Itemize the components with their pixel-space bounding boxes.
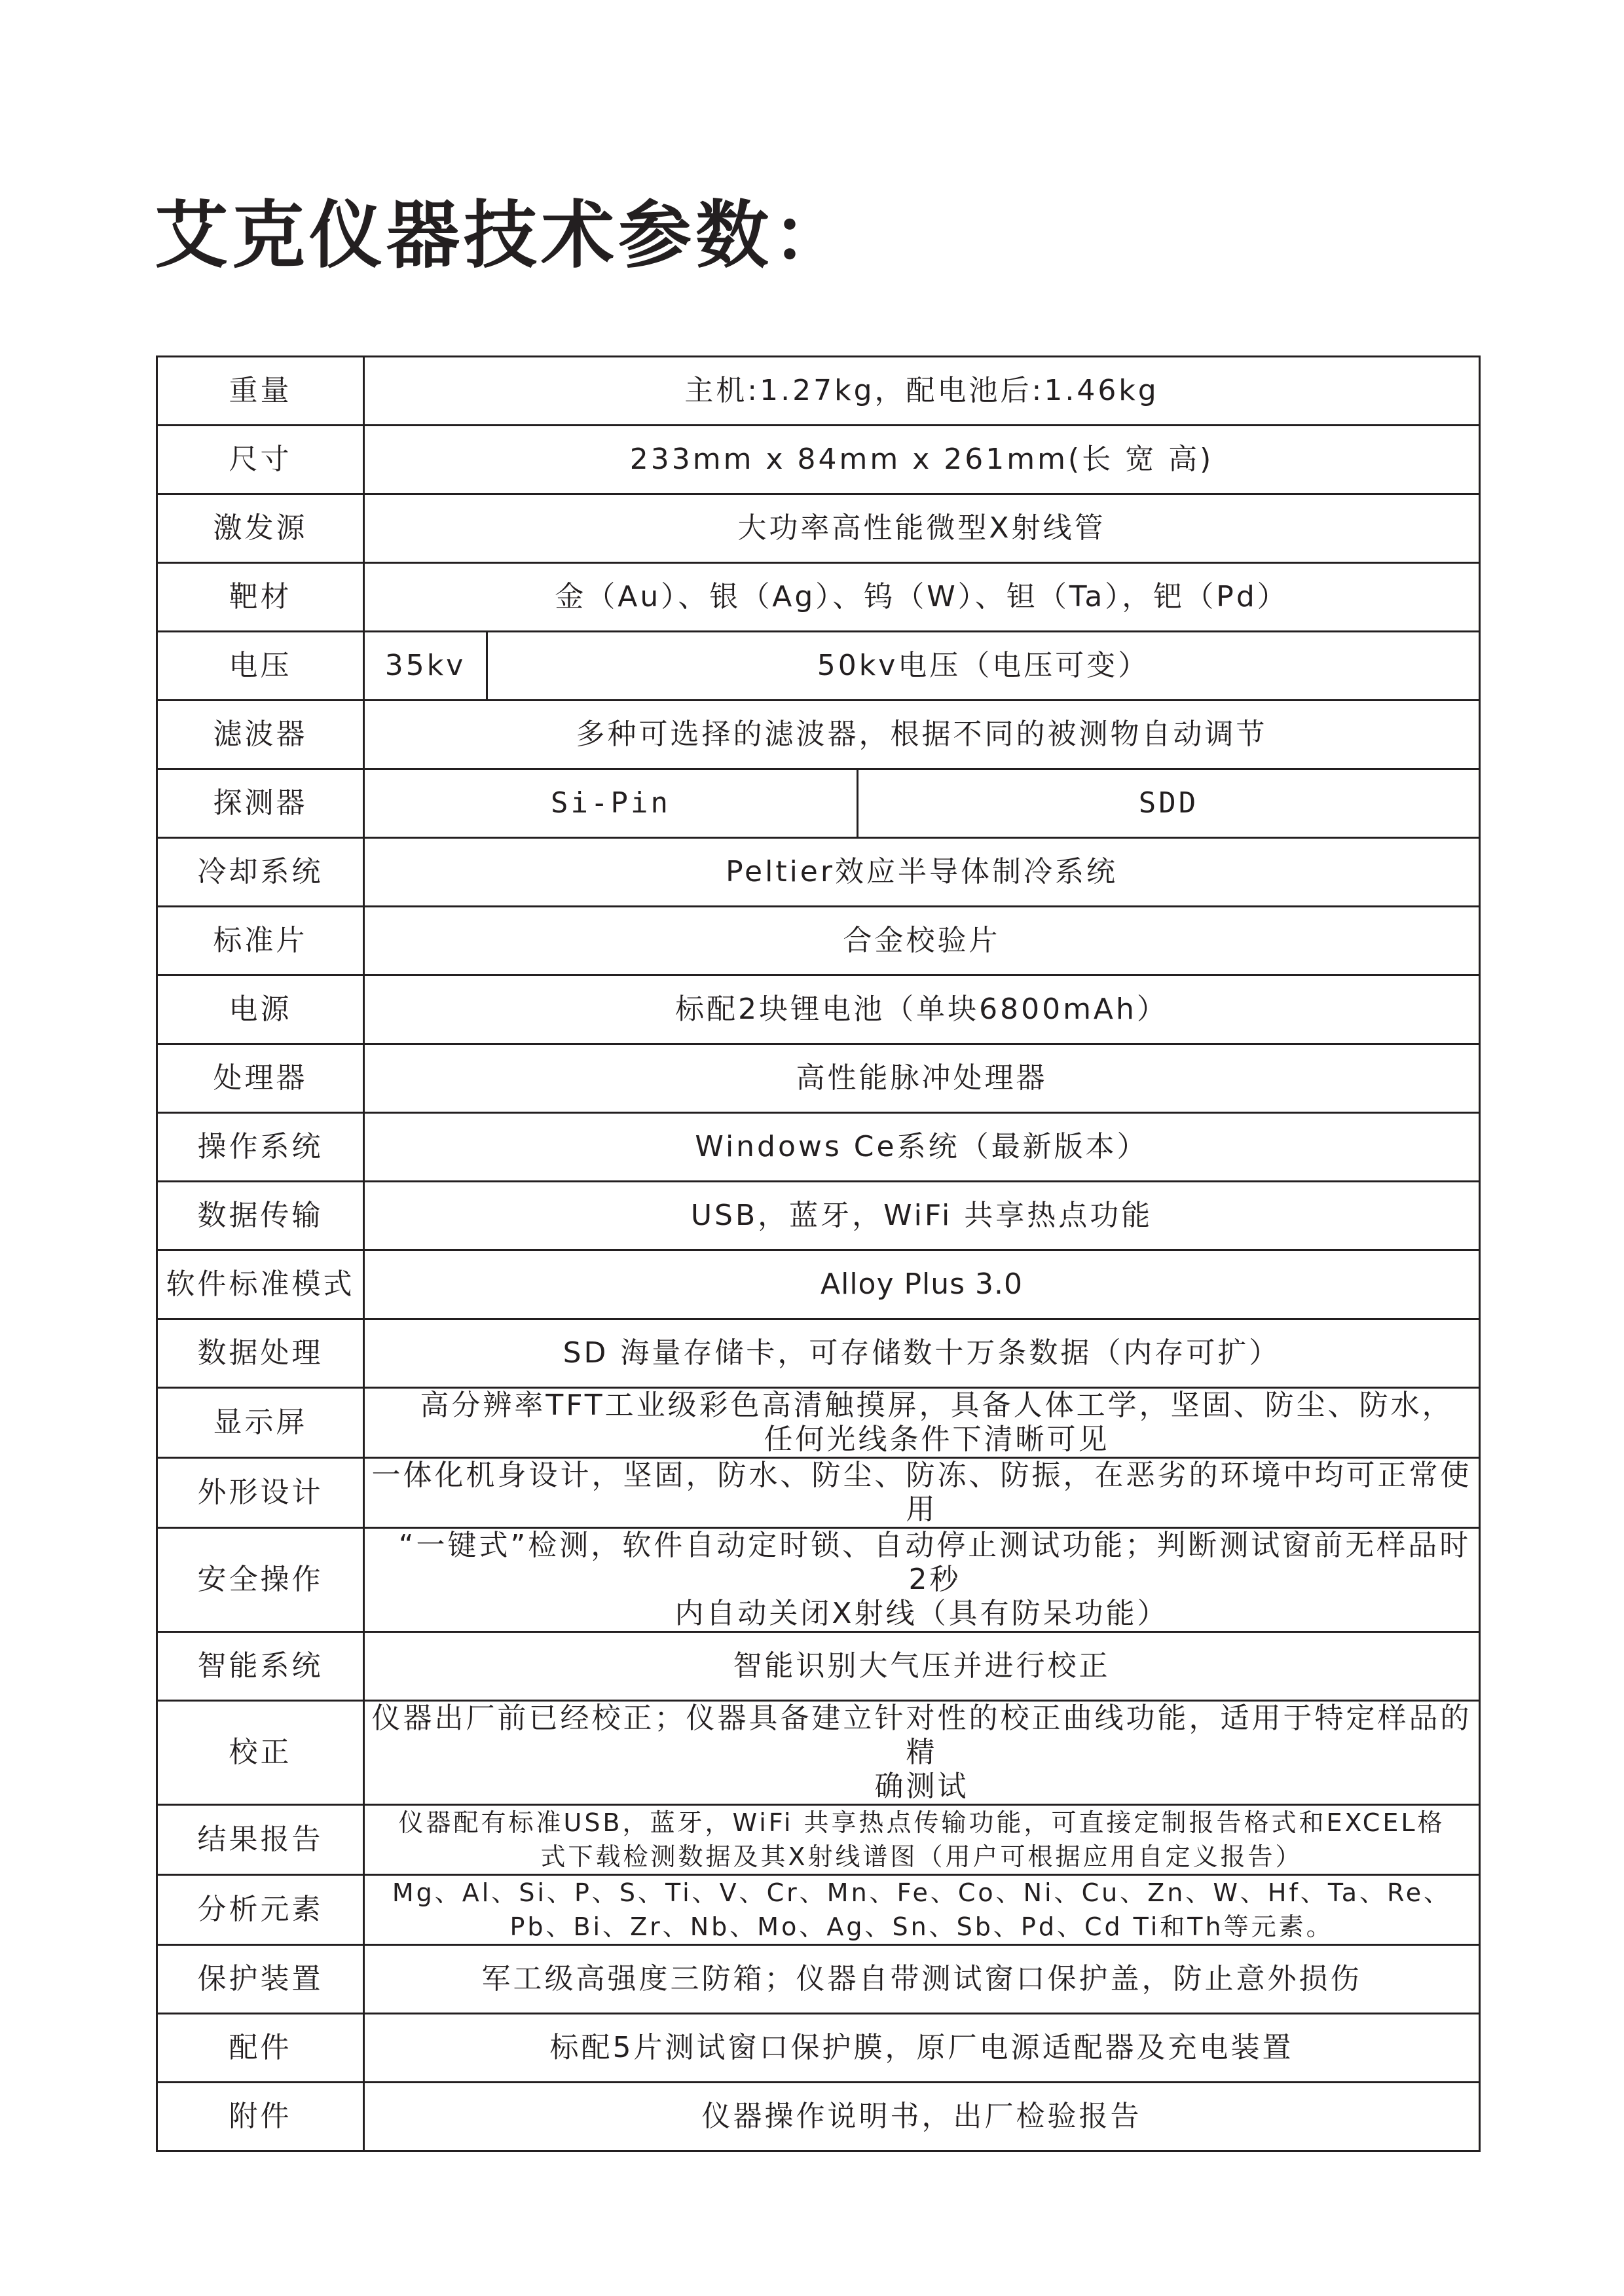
row-label: 尺寸 — [157, 426, 364, 494]
row-label: 外形设计 — [157, 1458, 364, 1528]
row-label: 保护装置 — [157, 1945, 364, 2014]
row-value: 合金校验片 — [364, 907, 1480, 975]
voltage-value-a: 35kv — [364, 632, 487, 701]
table-row — [157, 1945, 1480, 2014]
row-value: 大功率高性能微型X射线管 — [364, 494, 1480, 563]
row-label: 数据传输 — [157, 1182, 364, 1250]
row-value: 一体化机身设计，坚固，防水、防尘、防冻、防振，在恶劣的环境中均可正常使用 — [364, 1458, 1480, 1528]
row-value: 仪器操作说明书，出厂检验报告 — [364, 2083, 1480, 2151]
table-row — [157, 769, 1480, 838]
row-value-line: Pb、Bi、Zr、Nb、Mo、Ag、Sn、Sb、Pd、Cd Ti和Th等元素。 — [509, 1912, 1334, 1941]
table-row — [157, 563, 1480, 632]
row-value: 主机:1.27kg，配电池后:1.46kg — [364, 357, 1480, 426]
row-label: 显示屏 — [157, 1388, 364, 1458]
table-row — [157, 1701, 1480, 1805]
table-row — [157, 701, 1480, 769]
table-row — [157, 2083, 1480, 2151]
row-value-line: 式下载检测数据及其X射线谱图（用户可根据应用自定义报告） — [540, 1842, 1303, 1871]
table-row — [157, 1250, 1480, 1319]
table-row — [157, 1528, 1480, 1632]
table-row — [157, 1458, 1480, 1528]
spec-table — [156, 355, 1481, 2152]
page-title: 艾克仪器技术参数： — [155, 193, 850, 278]
row-value: 标配2块锂电池（单块6800mAh） — [364, 975, 1480, 1044]
detector-value-b: SDD — [858, 769, 1480, 838]
row-value-line: 内自动关闭X射线（具有防呆功能） — [674, 1597, 1169, 1630]
row-label: 电压 — [157, 632, 364, 701]
row-value-line: Mg、Al、Si、P、S、Ti、V、Cr、Mn、Fe、Co、Ni、Cu、Zn、W、Hf、Ta、Re、 — [392, 1878, 1452, 1907]
row-value: Windows Ce系统（最新版本） — [364, 1113, 1480, 1182]
row-value: Alloy Plus 3.0 — [364, 1250, 1480, 1319]
row-label: 数据处理 — [157, 1319, 364, 1388]
row-label: 配件 — [157, 2014, 364, 2083]
row-label: 智能系统 — [157, 1632, 364, 1701]
row-value: 金（Au）、银（Ag）、钨（W）、钽（Ta），钯（Pd） — [364, 563, 1480, 632]
table-row — [157, 1319, 1480, 1388]
table-row — [157, 907, 1480, 975]
row-value — [364, 1701, 1480, 1805]
table-row — [157, 494, 1480, 563]
row-value: Peltier效应半导体制冷系统 — [364, 838, 1480, 907]
table-row — [157, 1113, 1480, 1182]
row-label: 处理器 — [157, 1044, 364, 1113]
row-label: 分析元素 — [157, 1875, 364, 1945]
table-row — [157, 975, 1480, 1044]
row-label: 附件 — [157, 2083, 364, 2151]
row-label: 结果报告 — [157, 1805, 364, 1875]
row-value-line: 任何光线条件下清晰可见 — [764, 1423, 1110, 1456]
row-label: 操作系统 — [157, 1113, 364, 1182]
row-label: 靶材 — [157, 563, 364, 632]
row-label: 标准片 — [157, 907, 364, 975]
table-row — [157, 1044, 1480, 1113]
row-value — [364, 1805, 1480, 1875]
table-row — [157, 632, 1480, 701]
table-row — [157, 426, 1480, 494]
voltage-value-b: 50kv电压（电压可变） — [487, 632, 1480, 701]
row-value: 智能识别大气压并进行校正 — [364, 1632, 1480, 1701]
row-label: 滤波器 — [157, 701, 364, 769]
row-value — [364, 1528, 1480, 1632]
row-value-line: 仪器配有标准USB，蓝牙，WiFi 共享热点传输功能，可直接定制报告格式和EXCEL格 — [398, 1808, 1445, 1837]
row-value-line: “一键式”检测，软件自动定时锁、自动停止测试功能；判断测试窗前无样品时2秒 — [398, 1529, 1471, 1596]
row-value: 标配5片测试窗口保护膜，原厂电源适配器及充电装置 — [364, 2014, 1480, 2083]
row-label: 安全操作 — [157, 1528, 364, 1632]
row-label: 校正 — [157, 1701, 364, 1805]
table-row — [157, 838, 1480, 907]
row-label: 冷却系统 — [157, 838, 364, 907]
row-value-line: 确测试 — [874, 1770, 969, 1803]
table-row — [157, 1805, 1480, 1875]
row-label: 软件标准模式 — [157, 1250, 364, 1319]
row-label: 重量 — [157, 357, 364, 426]
row-label: 激发源 — [157, 494, 364, 563]
row-label: 探测器 — [157, 769, 364, 838]
row-value: SD 海量存储卡，可存储数十万条数据（内存可扩） — [364, 1319, 1480, 1388]
table-row — [157, 1875, 1480, 1945]
table-row — [157, 357, 1480, 426]
row-value: USB，蓝牙，WiFi 共享热点功能 — [364, 1182, 1480, 1250]
row-value: 高性能脉冲处理器 — [364, 1044, 1480, 1113]
row-value: 军工级高强度三防箱；仪器自带测试窗口保护盖，防止意外损伤 — [364, 1945, 1480, 2014]
row-value-line: 仪器出厂前已经校正；仪器具备建立针对性的校正曲线功能，适用于特定样品的精 — [371, 1702, 1472, 1769]
detector-value-a: Si-Pin — [364, 769, 858, 838]
table-row — [157, 2014, 1480, 2083]
row-label: 电源 — [157, 975, 364, 1044]
row-value — [364, 1388, 1480, 1458]
table-row — [157, 1388, 1480, 1458]
table-row — [157, 1632, 1480, 1701]
row-value — [364, 1875, 1480, 1945]
row-value: 233mm x 84mm x 261mm(长 宽 高) — [364, 426, 1480, 494]
row-value: 多种可选择的滤波器，根据不同的被测物自动调节 — [364, 701, 1480, 769]
table-row — [157, 1182, 1480, 1250]
row-value-line: 高分辨率TFT工业级彩色高清触摸屏，具备人体工学，坚固、防尘、防水， — [420, 1389, 1454, 1422]
